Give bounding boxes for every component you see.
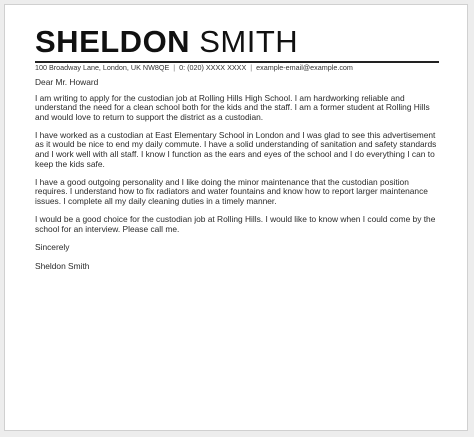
letter-header: [35, 25, 298, 59]
contact-separator: |: [250, 63, 253, 72]
signature: Sheldon Smith: [35, 261, 90, 272]
contact-line: [35, 63, 353, 73]
contact-separator: |: [173, 63, 176, 72]
last-name: SMITH: [199, 24, 299, 59]
salutation: Dear Mr. Howard: [35, 77, 99, 87]
first-name: SHELDON: [35, 24, 191, 59]
contact-phone: 0: (020) XXXX XXXX: [179, 63, 247, 72]
closing: Sincerely: [35, 241, 70, 252]
letter-page: [4, 4, 468, 431]
paragraph-3: I have a good outgoing personality and I like doing the minor maintenance that the custodian position requires. I understand how to fix radiators and water fountains and know how to report larger maintenance issues. I complete all my daily cleaning duties in a timely manner.: [35, 176, 428, 206]
paragraph-4: I would be a good choice for the custodian job at Rolling Hills. I would like to know when I could come by the school for an interview. Please call me.: [35, 214, 436, 234]
paragraph-2: I have worked as a custodian at East Elementary School in London and I was glad to see this advertisement as it would be nice to end my daily commute. I have a solid understanding of sanitation and safety standards and I work well with all staff. I know I function as the ears and eyes of the school and I do everything I can to keep the kids safe.: [35, 129, 437, 169]
letter-body: [35, 78, 441, 280]
contact-address: 100 Broadway Lane, London, UK NW8QE: [35, 63, 170, 72]
paragraph-1: I am writing to apply for the custodian job at Rolling Hills High School. I am hardworking reliable and understand the need for a clean school both for the kids and the staff. I am a former student at Rolling Hills and would love to return to support the district as a custodian.: [35, 92, 430, 122]
contact-email: example-email@example.com: [256, 63, 353, 72]
